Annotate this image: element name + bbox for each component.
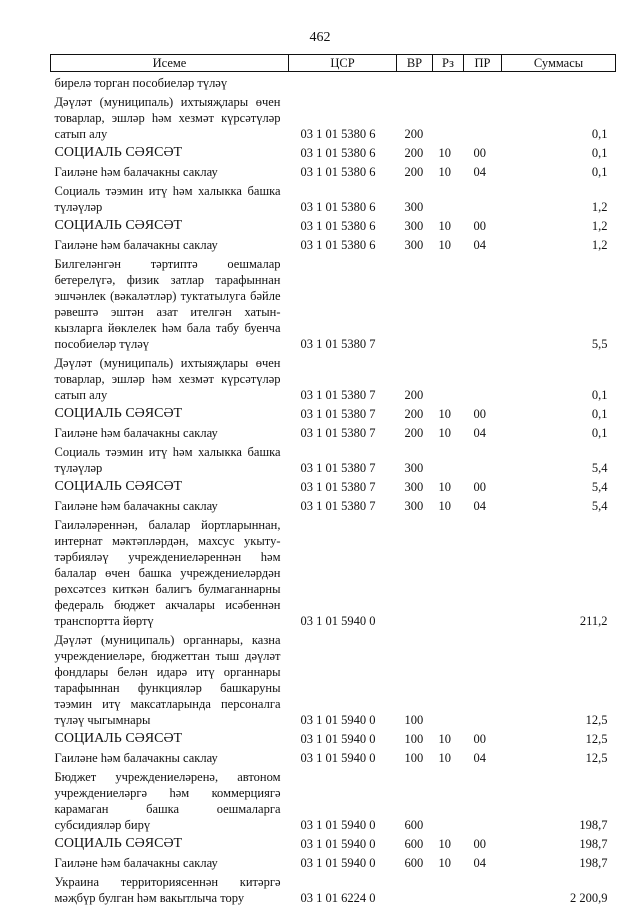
row-csr-cell: 03 1 01 5380 7 (289, 422, 397, 441)
row-pr-cell: 04 (464, 747, 502, 766)
row-csr-cell: 03 1 01 5940 0 (289, 514, 397, 629)
budget-table (50, 54, 616, 906)
row-pr-cell (464, 514, 502, 629)
row-rz-cell (433, 629, 464, 728)
row-rz-cell (433, 352, 464, 403)
row-sum-cell: 0,1 (502, 422, 616, 441)
row-pr-cell: 00 (464, 403, 502, 422)
row-rz-cell: 10 (433, 142, 464, 161)
row-csr-cell: 03 1 01 5940 0 (289, 629, 397, 728)
row-sum-cell: 1,2 (502, 215, 616, 234)
row-name-cell: Бюджет учреждениеләренә, автоном учреждениеләргә һәм коммерциягә карамаган башка оешмаларга субсидияләр бирү (51, 766, 289, 833)
row-vr-cell: 600 (397, 833, 433, 852)
column-header-vr: ВР (397, 55, 433, 72)
row-sum-cell: 12,5 (502, 728, 616, 747)
row-vr-cell: 100 (397, 747, 433, 766)
row-pr-cell (464, 352, 502, 403)
row-pr-cell (464, 180, 502, 215)
row-pr-cell: 04 (464, 161, 502, 180)
row-rz-cell: 10 (433, 852, 464, 871)
table-row (51, 629, 616, 728)
column-header-name: Исеме (51, 55, 289, 72)
table-row (51, 352, 616, 403)
row-sum-cell: 198,7 (502, 852, 616, 871)
row-sum-cell: 0,1 (502, 142, 616, 161)
row-sum-cell: 198,7 (502, 766, 616, 833)
table-row (51, 833, 616, 852)
row-sum-cell: 5,4 (502, 441, 616, 476)
row-name-cell: СОЦИАЛЬ СӘЯСӘТ (51, 728, 289, 747)
table-body (51, 72, 616, 906)
row-pr-cell: 00 (464, 142, 502, 161)
row-rz-cell: 10 (433, 728, 464, 747)
row-rz-cell (433, 514, 464, 629)
row-vr-cell (397, 514, 433, 629)
row-rz-cell (433, 253, 464, 352)
row-csr-cell: 03 1 01 5380 7 (289, 441, 397, 476)
row-name-cell: Гаиләне һәм балачакны саклау (51, 422, 289, 441)
row-pr-cell (464, 766, 502, 833)
page-number: 462 (0, 30, 640, 46)
row-rz-cell: 10 (433, 161, 464, 180)
table-row (51, 852, 616, 871)
row-pr-cell (464, 72, 502, 92)
row-sum-cell: 0,1 (502, 403, 616, 422)
column-header-rz: Рз (433, 55, 464, 72)
row-sum-cell: 5,4 (502, 476, 616, 495)
row-vr-cell (397, 72, 433, 92)
row-name-cell: Гаиләне һәм балачакны саклау (51, 161, 289, 180)
row-rz-cell: 10 (433, 215, 464, 234)
row-sum-cell: 5,5 (502, 253, 616, 352)
row-sum-cell: 0,1 (502, 91, 616, 142)
row-sum-cell (502, 72, 616, 92)
row-rz-cell: 10 (433, 476, 464, 495)
row-pr-cell: 04 (464, 495, 502, 514)
row-name-cell: Дәүләт (муниципаль) органнары, казна учреждениеләре, бюджеттан тыш дәүләт фондлары белән идарә итү органнары тарафыннан функцияләр башкаруны тәэмин итү максатларында персоналга түләү чыгымнары (51, 629, 289, 728)
row-csr-cell: 03 1 01 5380 7 (289, 495, 397, 514)
table-row (51, 142, 616, 161)
row-pr-cell (464, 253, 502, 352)
row-rz-cell (433, 91, 464, 142)
row-csr-cell: 03 1 01 5380 7 (289, 476, 397, 495)
row-pr-cell: 00 (464, 728, 502, 747)
column-header-pr: ПР (464, 55, 502, 72)
row-csr-cell: 03 1 01 5940 0 (289, 728, 397, 747)
row-rz-cell: 10 (433, 422, 464, 441)
row-sum-cell: 211,2 (502, 514, 616, 629)
row-vr-cell: 300 (397, 476, 433, 495)
row-name-cell: Социаль тәэмин итү һәм халыкка башка түләүләр (51, 180, 289, 215)
row-vr-cell: 200 (397, 161, 433, 180)
row-csr-cell: 03 1 01 5940 0 (289, 747, 397, 766)
row-sum-cell: 1,2 (502, 180, 616, 215)
row-csr-cell: 03 1 01 5380 7 (289, 253, 397, 352)
row-vr-cell: 300 (397, 215, 433, 234)
row-csr-cell: 03 1 01 5940 0 (289, 766, 397, 833)
row-pr-cell (464, 91, 502, 142)
row-sum-cell: 1,2 (502, 234, 616, 253)
row-csr-cell (289, 72, 397, 92)
row-sum-cell: 2 200,9 (502, 871, 616, 906)
row-name-cell: СОЦИАЛЬ СӘЯСӘТ (51, 403, 289, 422)
row-csr-cell: 03 1 01 5380 6 (289, 91, 397, 142)
table-row (51, 728, 616, 747)
row-name-cell: Билгеләнгән тәртиптә оешмалар бетерелүгә, физик затлар тарафыннан эшчәнлек (вәкаләтләр) туктатылуга бәйле рәвештә эштән азат ителгән хатын-кызларга йөклелек һәм бала табу буенча пособиеләр түләү (51, 253, 289, 352)
table-row (51, 514, 616, 629)
row-name-cell: Социаль тәэмин итү һәм халыкка башка түләүләр (51, 441, 289, 476)
row-name-cell: СОЦИАЛЬ СӘЯСӘТ (51, 833, 289, 852)
row-name-cell: Гаиләләреннән, балалар йортларыннан, интернат мәктәпләрдән, махсус укыту-тәрбияләү учреждениеләреннән һәм балалар өчен башка учреждениеләрдән рөхсәтсез киткән балигъ булмаганнарны федераль бюджет акчалары исәбеннән транспортта йөртү (51, 514, 289, 629)
row-vr-cell: 300 (397, 234, 433, 253)
row-vr-cell: 600 (397, 852, 433, 871)
row-csr-cell: 03 1 01 5380 6 (289, 161, 397, 180)
row-vr-cell: 100 (397, 728, 433, 747)
row-csr-cell: 03 1 01 5380 7 (289, 352, 397, 403)
table-row (51, 72, 616, 92)
table-row (51, 403, 616, 422)
row-rz-cell: 10 (433, 747, 464, 766)
row-vr-cell (397, 253, 433, 352)
row-csr-cell: 03 1 01 5380 6 (289, 234, 397, 253)
row-rz-cell: 10 (433, 234, 464, 253)
table-row (51, 476, 616, 495)
row-rz-cell (433, 871, 464, 906)
table-row (51, 422, 616, 441)
row-pr-cell (464, 871, 502, 906)
table-row (51, 234, 616, 253)
table-row (51, 91, 616, 142)
row-vr-cell: 200 (397, 403, 433, 422)
row-sum-cell: 12,5 (502, 747, 616, 766)
row-rz-cell (433, 766, 464, 833)
row-pr-cell: 04 (464, 422, 502, 441)
table-header-row (51, 55, 616, 72)
row-name-cell: Гаиләне һәм балачакны саклау (51, 852, 289, 871)
row-vr-cell: 300 (397, 495, 433, 514)
row-pr-cell (464, 441, 502, 476)
row-name-cell: СОЦИАЛЬ СӘЯСӘТ (51, 142, 289, 161)
row-vr-cell (397, 871, 433, 906)
row-pr-cell: 00 (464, 476, 502, 495)
column-header-csr: ЦСР (289, 55, 397, 72)
row-vr-cell: 300 (397, 180, 433, 215)
row-csr-cell: 03 1 01 5380 7 (289, 403, 397, 422)
row-name-cell: Дәүләт (муниципаль) ихтыяҗлары өчен товарлар, эшләр һәм хезмәт күрсәтүләр сатып алу (51, 352, 289, 403)
row-csr-cell: 03 1 01 5380 6 (289, 180, 397, 215)
table-row (51, 766, 616, 833)
table-row (51, 747, 616, 766)
row-rz-cell (433, 180, 464, 215)
row-name-cell: Украина территориясеннән китәргә мәҗбүр булган һәм вакытлыча тору (51, 871, 289, 906)
table-row (51, 161, 616, 180)
row-name-cell: Гаиләне һәм балачакны саклау (51, 234, 289, 253)
row-sum-cell: 198,7 (502, 833, 616, 852)
row-vr-cell: 200 (397, 352, 433, 403)
row-rz-cell: 10 (433, 833, 464, 852)
row-pr-cell (464, 629, 502, 728)
row-csr-cell: 03 1 01 5940 0 (289, 852, 397, 871)
row-name-cell: Дәүләт (муниципаль) ихтыяҗлары өчен товарлар, эшләр һәм хезмәт күрсәтүләр сатып алу (51, 91, 289, 142)
row-vr-cell: 300 (397, 441, 433, 476)
table-row (51, 253, 616, 352)
row-rz-cell: 10 (433, 495, 464, 514)
row-vr-cell: 200 (397, 422, 433, 441)
table-row (51, 495, 616, 514)
table-row (51, 215, 616, 234)
table-row (51, 441, 616, 476)
row-vr-cell: 200 (397, 91, 433, 142)
row-pr-cell: 00 (464, 833, 502, 852)
table-row (51, 180, 616, 215)
row-csr-cell: 03 1 01 5940 0 (289, 833, 397, 852)
row-name-cell: Гаиләне һәм балачакны саклау (51, 495, 289, 514)
row-pr-cell: 04 (464, 234, 502, 253)
row-rz-cell (433, 72, 464, 92)
row-vr-cell: 600 (397, 766, 433, 833)
row-vr-cell: 200 (397, 142, 433, 161)
row-name-cell: бирелә торган пособиеләр түләү (51, 72, 289, 92)
row-csr-cell: 03 1 01 6224 0 (289, 871, 397, 906)
table-row (51, 871, 616, 906)
row-name-cell: Гаиләне һәм балачакны саклау (51, 747, 289, 766)
row-rz-cell (433, 441, 464, 476)
column-header-sum: Суммасы (502, 55, 616, 72)
row-pr-cell: 04 (464, 852, 502, 871)
row-vr-cell: 100 (397, 629, 433, 728)
row-sum-cell: 12,5 (502, 629, 616, 728)
row-csr-cell: 03 1 01 5380 6 (289, 142, 397, 161)
row-sum-cell: 0,1 (502, 352, 616, 403)
row-sum-cell: 0,1 (502, 161, 616, 180)
row-name-cell: СОЦИАЛЬ СӘЯСӘТ (51, 476, 289, 495)
row-name-cell: СОЦИАЛЬ СӘЯСӘТ (51, 215, 289, 234)
row-csr-cell: 03 1 01 5380 6 (289, 215, 397, 234)
row-pr-cell: 00 (464, 215, 502, 234)
row-rz-cell: 10 (433, 403, 464, 422)
row-sum-cell: 5,4 (502, 495, 616, 514)
